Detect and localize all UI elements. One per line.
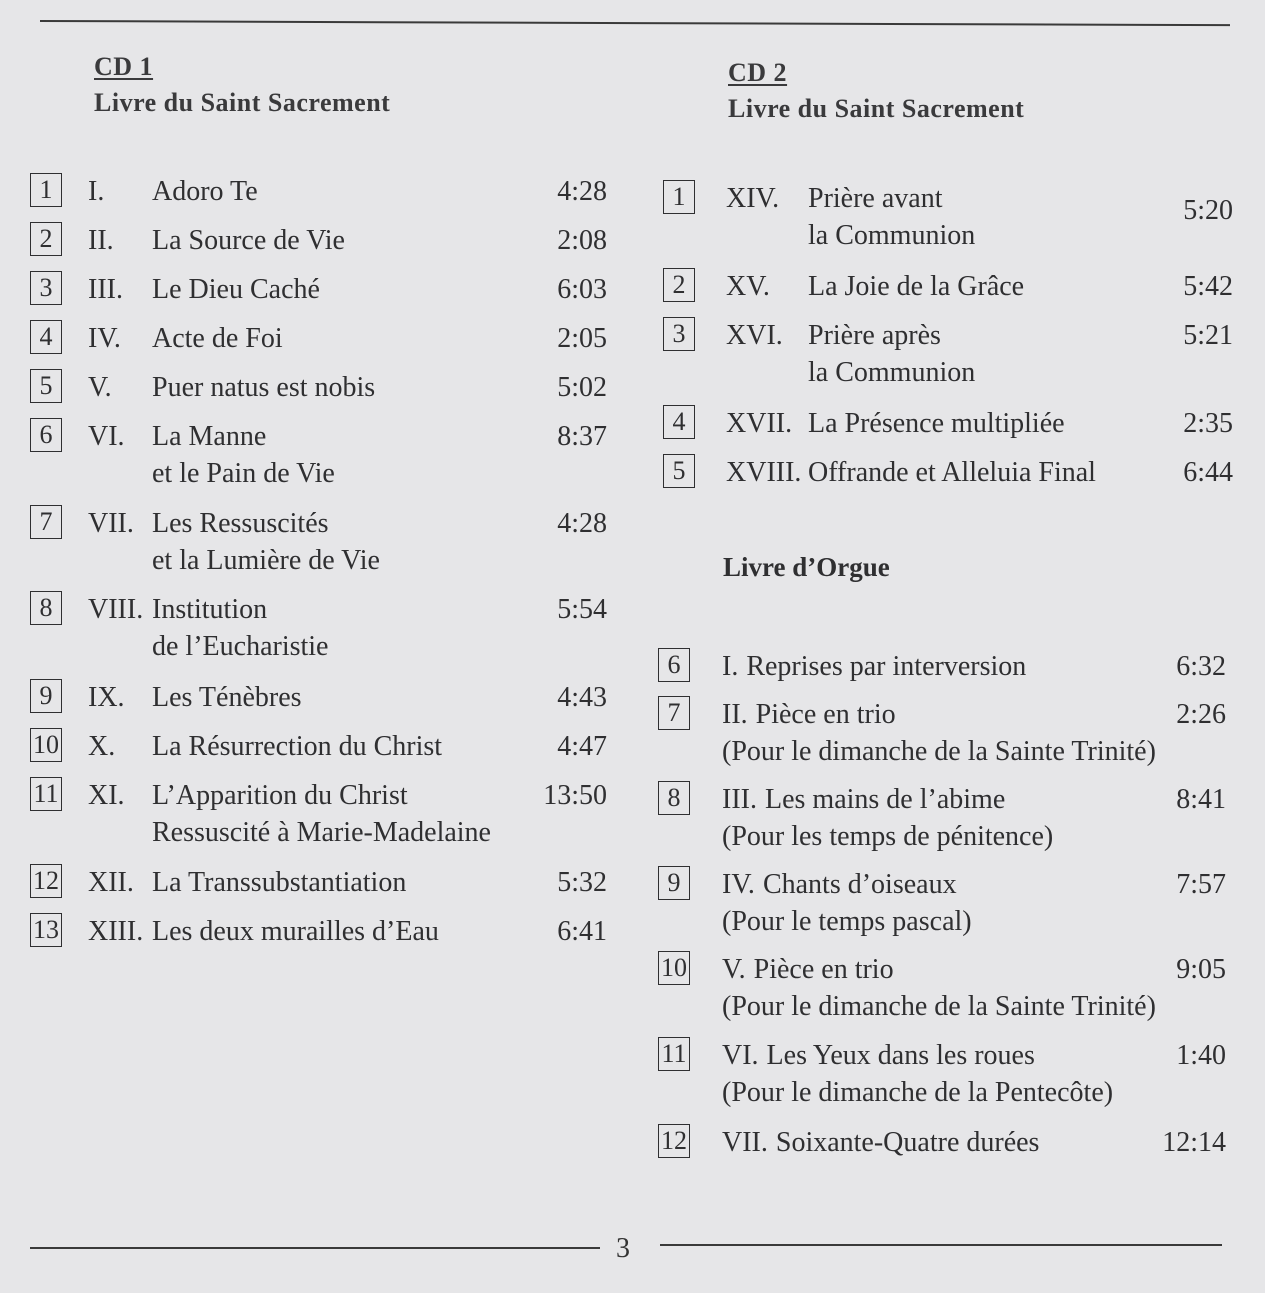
track-roman-numeral: VII. [88,508,134,539]
track-title-line: Chants d’oiseaux [762,869,957,900]
track-duration: 2:08 [557,225,607,256]
bottom-rule-right [660,1244,1222,1246]
track-title-line: Soixante-Quatre durées [775,1127,1040,1158]
track-roman-numeral: XVI. [726,320,783,351]
track-roman-numeral: II. [722,699,748,730]
track-row [663,405,1233,442]
track-duration: 6:44 [1183,457,1233,488]
track-roman-numeral: I. [722,651,739,682]
track-row [658,866,1226,940]
track-title [152,913,439,950]
track-roman-numeral: IX. [88,682,125,713]
track-duration: 4:47 [557,731,607,762]
track-row [658,781,1226,855]
track-number-box: 3 [663,317,695,351]
cd1-heading [94,52,390,118]
track-duration: 2:05 [557,323,607,354]
track-row [30,222,607,259]
track-row [663,454,1233,491]
track-duration: 13:50 [543,780,607,811]
track-roman-numeral: XI. [88,780,125,811]
track-duration: 5:20 [1183,195,1233,226]
cd1-label: CD 1 [94,52,154,81]
track-title-line: Les Ténèbres [152,682,302,713]
track-row [30,777,607,851]
cd1-title: Livre du Saint Sacrement [94,88,391,117]
track-title [152,173,258,210]
livre-orgue-title: Livre d’Orgue [723,552,890,582]
track-roman-numeral: III. [88,274,123,305]
track-subtitle-line: (Pour le dimanche de la Pentecôte) [722,1077,1114,1108]
track-row [30,864,607,901]
track-title-line: Acte de Foi [152,323,283,354]
track-title [152,864,406,901]
track-title-line: Prière après [808,320,941,351]
track-title [152,320,283,357]
track-number-box: 11 [658,1037,690,1071]
track-title [152,679,302,716]
track-title-line: Puer natus est nobis [152,372,376,403]
track-roman-numeral: XVIII. [726,457,802,488]
track-roman-numeral: I. [88,176,105,207]
track-title-line: Adoro Te [152,176,258,207]
track-title [152,369,375,406]
track-row [663,268,1233,305]
track-title-line: La Résurrection du Christ [152,731,443,762]
track-number-box: 4 [663,405,695,439]
cd2-label: CD 2 [728,58,788,87]
track-duration: 12:14 [1162,1127,1226,1158]
track-title-line: Offrande et Alleluia Final [808,457,1096,488]
track-duration: 4:28 [557,508,607,539]
cd2-title: Livre du Saint Sacrement [728,94,1025,123]
track-number-box: 12 [658,1124,690,1158]
track-title [152,591,328,665]
track-number-box: 1 [663,180,695,214]
track-row [30,320,607,357]
track-row [30,728,607,765]
track-duration: 6:32 [1176,651,1226,682]
track-number-box: 12 [30,864,62,898]
track-title [722,1037,1113,1111]
track-row [30,913,607,950]
track-duration: 5:32 [557,867,607,898]
track-subtitle-line: Ressuscité à Marie-Madelaine [152,817,491,848]
track-title-line: Les Yeux dans les roues [766,1040,1035,1071]
track-row [30,679,607,716]
track-subtitle-line: et la Lumière de Vie [152,545,380,576]
track-number-box: 2 [663,268,695,302]
track-row [663,180,1233,254]
track-roman-numeral: IV. [88,323,121,354]
track-title [152,418,335,492]
track-title-line: Prière avant [808,183,943,214]
track-row [30,505,607,579]
track-number-box: 10 [30,728,62,762]
track-title [152,728,442,765]
track-roman-numeral: XIII. [88,916,144,947]
track-title-line: Le Dieu Caché [152,274,320,305]
track-title-line: La Joie de la Grâce [808,271,1025,302]
track-duration: 5:21 [1183,320,1233,351]
track-roman-numeral: II. [88,225,114,256]
track-title-line: L’Apparition du Christ [152,780,408,811]
track-title [808,405,1065,442]
track-title [722,951,1156,1025]
track-row [30,369,607,406]
bottom-rule-left [30,1247,600,1249]
cd2-heading [728,58,1024,124]
track-row [658,951,1226,1025]
page-number: 3 [616,1233,630,1264]
track-roman-numeral: XV. [726,271,770,302]
track-duration: 2:35 [1183,408,1233,439]
track-title [722,781,1053,855]
track-subtitle-line: (Pour le dimanche de la Sainte Trinité) [722,736,1156,767]
track-subtitle-line: et le Pain de Vie [152,458,335,489]
track-subtitle-line: la Communion [808,220,976,251]
track-title [152,271,320,308]
track-duration: 8:41 [1176,784,1226,815]
track-title-line: La Transsubstantiation [152,867,407,898]
track-row [658,1124,1226,1161]
track-number-box: 9 [658,866,690,900]
track-title [808,454,1096,491]
track-duration: 7:57 [1176,869,1226,900]
track-title-line: Pièce en trio [753,954,894,985]
track-title-line: Les deux murailles d’Eau [152,916,439,947]
track-number-box: 13 [30,913,62,947]
track-roman-numeral: III. [722,784,757,815]
track-number-box: 7 [30,505,62,539]
track-duration: 4:28 [557,176,607,207]
track-number-box: 11 [30,777,62,811]
track-row [30,591,607,665]
track-duration: 6:41 [557,916,607,947]
track-number-box: 5 [30,369,62,403]
track-row [658,648,1226,685]
track-title [722,866,972,940]
track-row [30,418,607,492]
track-row [30,271,607,308]
track-number-box: 4 [30,320,62,354]
track-duration: 5:54 [557,594,607,625]
top-rule [40,20,1230,26]
track-title [152,222,345,259]
track-subtitle-line: (Pour les temps de pénitence) [722,821,1054,852]
track-duration: 2:26 [1176,699,1226,730]
track-title [722,696,1156,770]
track-row [30,173,607,210]
track-title-line: Les mains de l’abime [764,784,1006,815]
track-duration: 5:02 [557,372,607,403]
track-duration: 4:43 [557,682,607,713]
track-subtitle-line: la Communion [808,357,976,388]
track-roman-numeral: XVII. [726,408,793,439]
track-number-box: 6 [658,648,690,682]
track-title-line: Institution [152,594,268,625]
track-title [152,505,380,579]
track-title [808,317,975,391]
track-roman-numeral: VII. [722,1127,768,1158]
track-row [663,317,1233,391]
track-roman-numeral: XIV. [726,183,780,214]
track-subtitle-line: (Pour le temps pascal) [722,906,972,937]
track-row [658,696,1226,770]
track-title [152,777,491,851]
track-roman-numeral: VIII. [88,594,144,625]
track-title [808,268,1024,305]
track-duration: 9:05 [1176,954,1226,985]
track-title-line: La Manne [152,421,267,452]
track-duration: 6:03 [557,274,607,305]
track-title [722,1124,1039,1161]
track-subtitle-line: de l’Eucharistie [152,631,329,662]
track-roman-numeral: X. [88,731,116,762]
track-number-box: 5 [663,454,695,488]
track-subtitle-line: (Pour le dimanche de la Sainte Trinité) [722,991,1156,1022]
track-number-box: 10 [658,951,690,985]
track-duration: 5:42 [1183,271,1233,302]
track-duration: 1:40 [1176,1040,1226,1071]
track-roman-numeral: XII. [88,867,134,898]
track-number-box: 9 [30,679,62,713]
track-title-line: Reprises par interversion [746,651,1027,682]
track-number-box: 6 [30,418,62,452]
track-duration: 8:37 [557,421,607,452]
track-number-box: 8 [658,781,690,815]
track-row [658,1037,1226,1111]
track-roman-numeral: VI. [722,1040,759,1071]
track-title-line: La Présence multipliée [808,408,1065,439]
track-title-line: La Source de Vie [152,225,345,256]
track-number-box: 1 [30,173,62,207]
track-roman-numeral: V. [722,954,746,985]
track-number-box: 2 [30,222,62,256]
track-title-line: Les Ressuscités [152,508,329,539]
track-roman-numeral: V. [88,372,112,403]
track-number-box: 8 [30,591,62,625]
track-number-box: 7 [658,696,690,730]
track-number-box: 3 [30,271,62,305]
track-title-line: Pièce en trio [755,699,896,730]
track-title [722,648,1026,685]
track-title [808,180,975,254]
track-roman-numeral: VI. [88,421,125,452]
track-roman-numeral: IV. [722,869,755,900]
